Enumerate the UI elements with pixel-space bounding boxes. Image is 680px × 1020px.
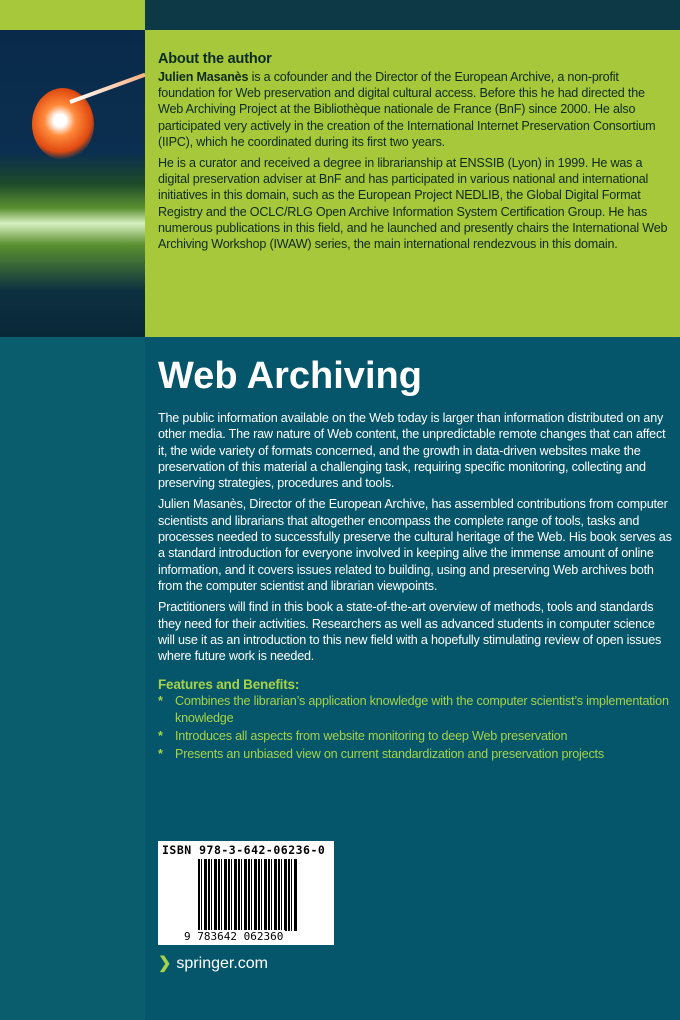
cover-image: [0, 30, 145, 337]
features-heading: Features and Benefits:: [158, 677, 300, 693]
light-streak: [69, 73, 146, 104]
left-strip: [0, 337, 145, 1020]
feature-text: Introduces all aspects from website monitoring to deep Web preservation: [175, 729, 568, 744]
feature-item: [158, 728, 673, 744]
description-paragraph: The public information available on the Web today is larger than information distributed on any other media. The raw nature of Web content, the unpredictable remote changes that can affect it, the wide variety of formats concerned, and the growth in data-driven websites make the preservation of this material a challenging task, requiring specific monitoring, collecting and preserving strategies, procedures and tools.: [158, 411, 666, 491]
features-section: [158, 676, 673, 762]
description-paragraph: Practitioners will find in this book a state-of-the-art overview of methods, tools and standards they need for their activities. Researchers as well as advanced students in computer science will use it as an introduction to this new field with a hopefully stimulating review of open issues where future work is needed.: [158, 600, 662, 664]
star-bullet-icon: *: [158, 729, 163, 744]
top-band: [145, 0, 680, 30]
author-name: Julien Masanès: [158, 70, 249, 84]
about-heading: About the author: [158, 51, 272, 67]
orange-light-orb: [32, 88, 94, 160]
main-section: [158, 352, 673, 765]
website-text: springer.com: [176, 955, 268, 972]
chevron-right-icon: ❯: [158, 955, 172, 972]
feature-item: [158, 746, 673, 762]
author-bio-2: He is a curator and received a degree in librarianship at ENSSIB (Lyon) in 1999. He was a digital preservation adviser at BnF and has participated in various national and international initiatives in this domain, such as the European Project NEDLIB, the Global Digital Format Registry and the OCLC/RLG Open Archive Information System Certification Group. He has numerous publications in this field, and he launched and presently chairs the International Web Archiving Workshop (IWAW) series, the main international rendezvous in this domain.: [158, 156, 668, 252]
feature-text: Combines the librarian’s application knowledge with the computer scientist’s implementation knowledge: [175, 694, 669, 725]
barcode-bars: [198, 859, 298, 931]
feature-item: [158, 693, 673, 726]
star-bullet-icon: *: [158, 747, 163, 762]
top-left-band: [0, 0, 145, 30]
author-bio-1-text: is a cofounder and the Director of the European Archive, a non-profit foundation for Web preservation and digital cultural access. Before this he had directed the Web Archiving Project at the Bibliothèque nationale de France (BnF) since 2000. He also participated very actively in the creation of the International Internet Preservation Consortium (IIPC), which he coordinated during its first two years.: [158, 70, 656, 149]
isbn-text: ISBN 978-3-642-06236-0: [162, 843, 326, 857]
feature-text: Presents an unbiased view on current standardization and preservation projects: [175, 747, 604, 762]
description-paragraph: Julien Masanès, Director of the European Archive, has assembled contributions from computer scientists and librarians that altogether encompass the complete range of tools, tasks and processes needed to successfully preserve the cultural heritage of the Web. His book serves as a standard introduction for everyone involved in keeping alive the immense amount of online information, and it covers issues related to building, using and preserving Web archives both from the computer scientist and librarian viewpoints.: [158, 497, 672, 593]
publisher-link[interactable]: [158, 953, 268, 973]
isbn-barcode: [158, 841, 334, 945]
star-bullet-icon: *: [158, 694, 163, 709]
author-bio-1: [158, 69, 668, 150]
about-author-section: [145, 30, 680, 337]
barcode-digits: 9 783642 062360: [184, 930, 284, 943]
book-title: Web Archiving: [158, 355, 422, 397]
